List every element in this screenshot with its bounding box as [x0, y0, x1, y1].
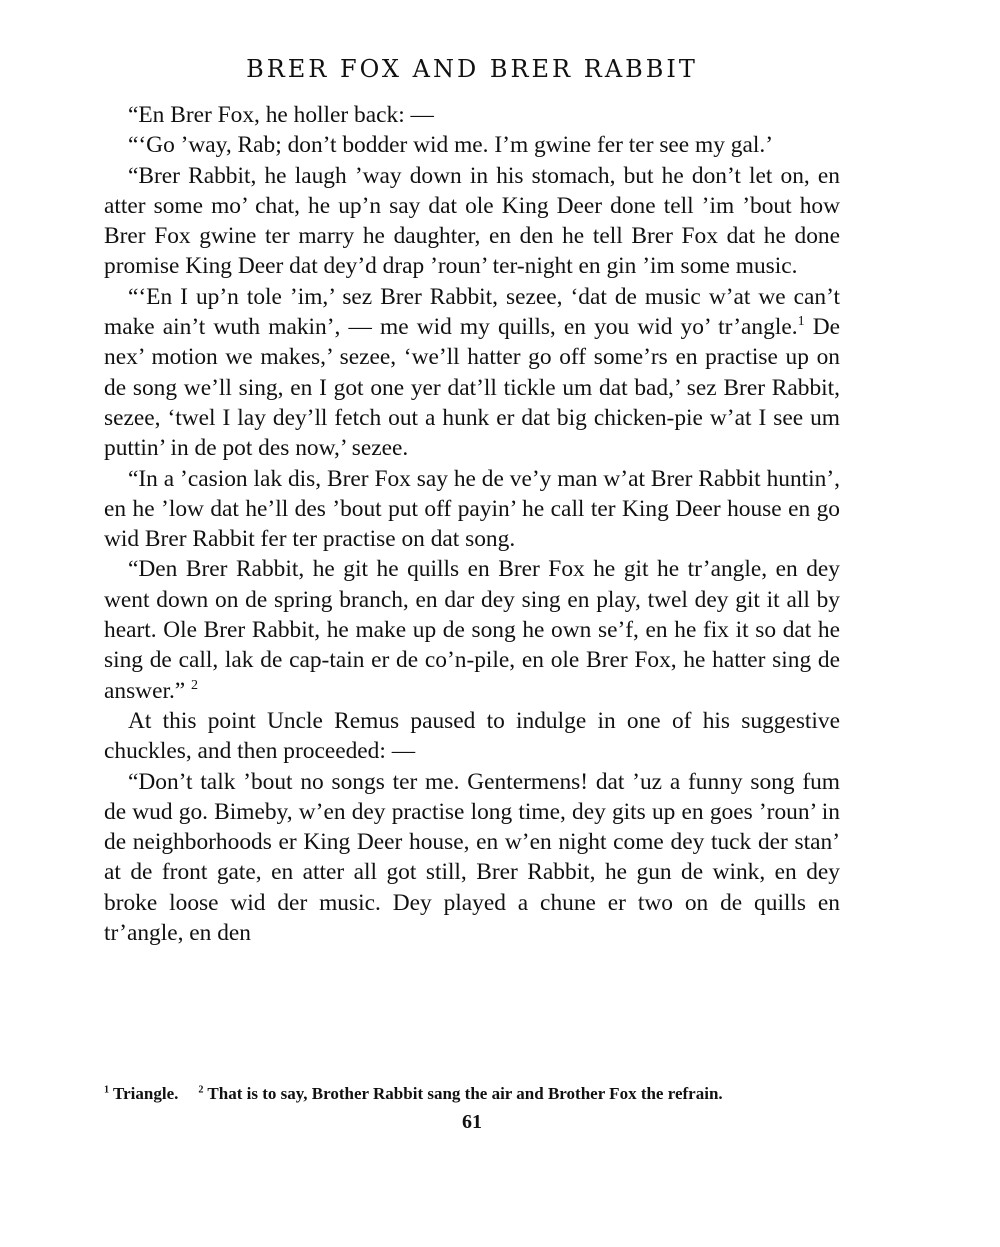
running-head: BRER FOX AND BRER RABBIT	[246, 55, 698, 83]
paragraph: “‘Go ’way, Rab; don’t bodder wid me. I’m gwine fer ter see my gal.’	[128, 132, 773, 159]
paragraph	[104, 282, 840, 464]
footnotes	[104, 1082, 840, 1106]
page-number: 61	[462, 1111, 482, 1133]
footnote-marker: 2	[198, 1084, 204, 1096]
footnote-ref-2: 2	[191, 676, 199, 693]
body-text	[104, 100, 840, 948]
paragraph-text: “‘En I up’n tole ’im,’ sez Brer Rabbit, sezee, ‘dat de music w’at we can’t make ain’t wuth makin’, — me wid my quills, en you wid yo’ tr’angle.	[104, 283, 840, 341]
footnote-ref-1: 1	[797, 313, 805, 330]
paragraph: “Brer Rabbit, he laugh ’way down in his stomach, but he don’t let on, en atter some mo’ chat, he up’n say dat ole King Deer done tell ’im ’bout how Brer Fox gwine ter marry he daughter, en den he tell Brer Fox dat he done promise King Deer dat dey’d drap ’roun’ ter-night en gin ’im some music.	[104, 162, 840, 280]
footnote-marker: 1	[104, 1084, 110, 1096]
footnote-text: Triangle.	[113, 1084, 179, 1103]
paragraph-text: De nex’ motion we makes,’ sezee, ‘we’ll hatter go off some’rs en practise up on de song we’ll sing, en I got one yer dat’ll tickle um dat bad,’ sez Brer Rabbit, sezee, ‘twel I lay dey’ll fetch out a hunk er dat big chicken-pie w’at I see um puttin’ in de pot des now,’ sezee.	[104, 314, 840, 462]
paragraph: “Don’t talk ’bout no songs ter me. Gentermens! dat ’uz a funny song fum de wud go. Bimeby, w’en dey practise long time, dey gits up en goes ’roun’ in de neighborhoods er King Deer house, en w’en night come dey tuck der stan’ at de front gate, en atter all got still, Brer Rabbit, he gun de wink, en dey broke loose wid der music. Dey played a chune er two on de quills en tr’angle, en den	[104, 768, 840, 947]
paragraph: “En Brer Fox, he holler back: —	[128, 102, 434, 128]
paragraph: “In a ’casion lak dis, Brer Fox say he de ve’y man w’at Brer Rabbit huntin’, en he ’low dat he’ll des ’bout put off payin’ he call ter King Deer house en go wid Brer Rabbit fer ter practise on dat song.	[104, 465, 840, 553]
paragraph	[104, 554, 840, 705]
paragraph: At this point Uncle Remus paused to indulge in one of his suggestive chuckles, and then proceeded: —	[104, 707, 840, 765]
paragraph-text: “Den Brer Rabbit, he git he quills en Brer Fox he git he tr’angle, en dey went down on de spring branch, en dar dey sing en play, twel dey git it all by heart. Ole Brer Rabbit, he make up de song he own se’f, en he fix it so dat he sing de call, lak de cap-tain er de co’n-pile, en ole Brer Fox, he hatter sing de answer.”	[104, 556, 840, 704]
footnote-text: That is to say, Brother Rabbit sang the air and Brother Fox the refrain.	[207, 1084, 723, 1103]
